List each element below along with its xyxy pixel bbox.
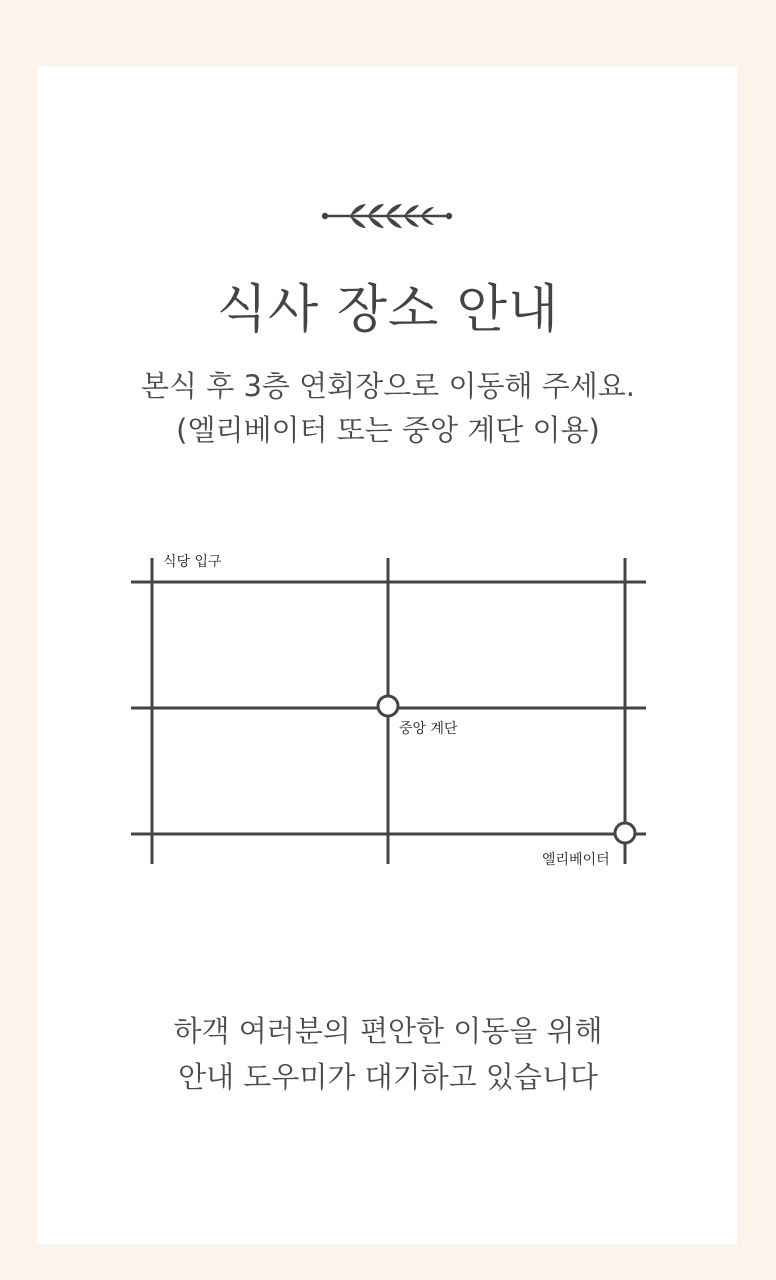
footer-note <box>0 1008 776 1100</box>
footer-line-2: 안내 도우미가 대기하고 있습니다 <box>178 1060 598 1094</box>
directions-line-2: (엘리베이터 또는 중앙 계단 이용) <box>176 413 600 447</box>
elevator-marker <box>615 823 635 843</box>
footer-line-1: 하객 여러분의 편안한 이동을 위해 <box>173 1014 603 1048</box>
page-title: 식사 장소 안내 <box>216 280 560 340</box>
entrance-label: 식당 입구 <box>163 554 222 570</box>
stairs-marker <box>378 696 398 716</box>
stairs-label: 중앙 계단 <box>399 721 458 737</box>
elevator-label: 엘리베이터 <box>542 852 610 868</box>
directions-line-1: 본식 후 3층 연회장으로 이동해 주세요. <box>141 369 635 403</box>
